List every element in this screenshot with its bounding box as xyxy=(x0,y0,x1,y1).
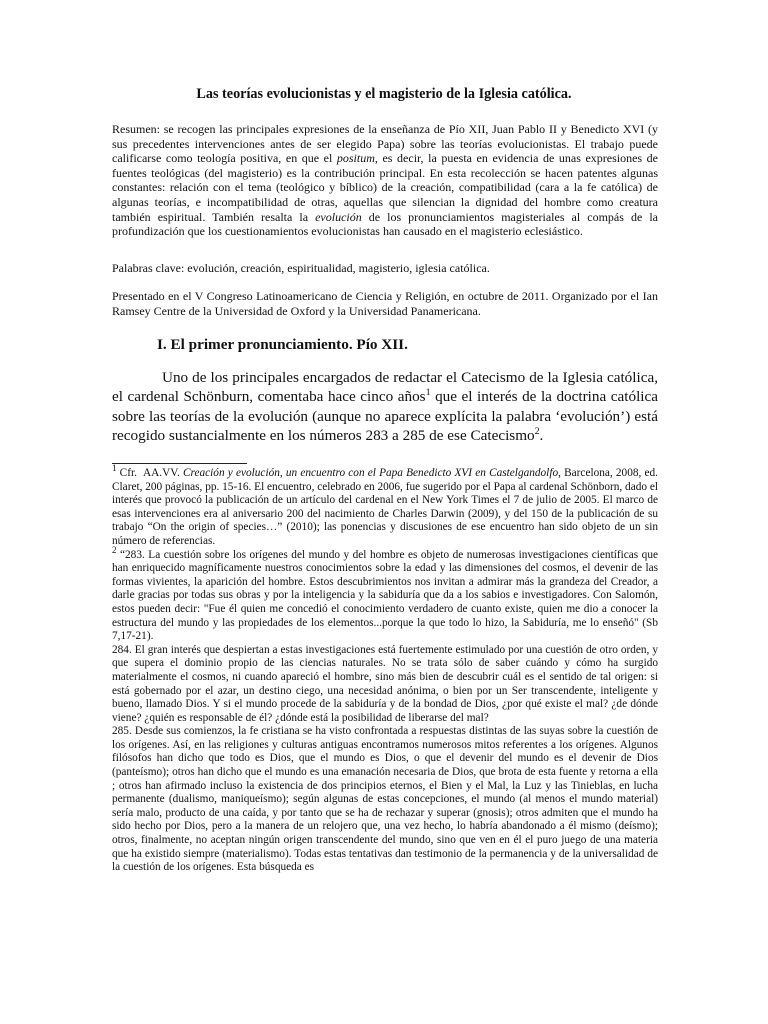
footnote-separator xyxy=(112,463,247,464)
footnotes xyxy=(112,463,658,875)
presentation-note: Presentado en el V Congreso Latinoamericano de Ciencia y Religión, en octubre de 2011. Organizado por el Ian Ramsey Centre de la Universidad de Oxford y la Universidad Panamericana. xyxy=(112,289,658,318)
footnote-1: $^1$ Cfr. AA.VV. Creación y evolución, un encuentro con el Papa Benedicto XVI en Castelgandolfo, Barcelona, 2008, ed. Claret, 200 páginas, pp. 15-16. El encuentro, celebrado en 2006, fue sugerido por el Papa al cardenal Schönborn, dado el interés que provocó la publicación de un artículo del cardenal en el New York Times el 7 de julio de 2005. El marco de esas intervenciones era al aniversario 200 del nacimiento de Charles Darwin (2009), y del 150 de la publicación de su trabajo “On the origin of species…” (2010); las ponencias y discusiones de ese encuentro han sido objeto de un sin número de referencias. xyxy=(112,463,658,547)
section-heading: I. El primer pronunciamiento. Pío XII. xyxy=(157,336,408,353)
footnote-ref-2[interactable]: 2 xyxy=(534,425,540,437)
document-title: Las teorías evolucionistas y el magisterio de la Iglesia católica. xyxy=(196,86,572,102)
footnote-2: $^2$ “283. La cuestión sobre los orígenes del mundo y del hombre es objeto de numerosas investigaciones científicas que han enriquecido magníficamente nuestros conocimientos sobre la edad y las dimensiones del cosmos, el devenir de las formas vivientes, la aparición del hombre. Estos descubrimientos nos invitan a admirar más la grandeza del Creador, a darle gracias por todas sus obras y por la inteligencia y la sabiduría que da a los sabios e investigadores. Con Salomón, estos pueden decir: "Fue él quien me concedió el conocimiento verdadero de cuanto existe, quien me dio a conocer la estructura del mundo y las propiedades de los elementos...porque la que todo lo hizo, la Sabiduría, me lo enseñó" (Sb 7,17-21). xyxy=(112,544,658,643)
section-body-paragraph: Uno de los principales encargados de redactar el Catecismo de la Iglesia católica, el cardenal Schönburn, comentaba hace cinco años$^1$ que el interés de la doctrina católica sobre las teorías de la evolución (aunque no aparece explícita la palabra ‘evolución’) está recogido sustancialmente en los números 283 a 285 de ese Catecismo$^2$. xyxy=(112,369,658,444)
keywords-line: Palabras clave: evolución, creación, espiritualidad, magisterio, iglesia católica. xyxy=(112,261,490,275)
abstract-paragraph: Resumen: se recogen las principales expresiones de la enseñanza de Pío XII, Juan Pablo II y Benedicto XVI (y sus precedentes intervenciones antes de ser elegido Papa) sobre las teorías evolucionistas. El trabajo puede calificarse como teología positiva, en que el positum, es decir, la puesta en evidencia de unas expresiones de fuentes teológicas (del magisterio) es la contribución principal. En esta recolección se hacen patentes algunas constantes: relación con el tema (teológico y bíblico) de la creación, compatibilidad (cara a la fe católica) de algunas teorías, e incompatibilidad de otras, aquellas que silencian la dignidad del hombre como creatura también espiritual. También resalta la evolución de los pronunciamientos magisteriales al compás de la profundización que los cuestionamientos evolucionistas han causado en el magisterio eclesiástico. xyxy=(112,122,658,239)
footnote-2-item-285: 285. Desde sus comienzos, la fe cristiana se ha visto confrontada a respuestas distintas de las suyas sobre la cuestión de los orígenes. Así, en las religiones y culturas antiguas encontramos numerosos mitos referentes a los orígenes. Algunos filósofos han dicho que todo es Dios, que el mundo es Dios, o que el devenir del mundo es el devenir de Dios (panteísmo); otros han dicho que el mundo es una emanación necesaria de Dios, que brota de esta fuente y retorna a ella ; otros han afirmado incluso la existencia de dos principios eternos, el Bien y el Mal, la Luz y las Tinieblas, en lucha permanente (dualismo, maniqueísmo); según algunas de estas concepciones, el mundo (al menos el mundo material) sería malo, producto de una caída, y por tanto que se ha de rechazar y superar (gnosis); otros admiten que el mundo ha sido hecho por Dios, pero a la manera de un relojero que, una vez hecho, lo habría abandonado a él mismo (deísmo); otros, finalmente, no aceptan ningún origen transcendente del mundo, sino que ven en él el puro juego de una materia que ha existido siempre (materialismo). Todas estas tentativas dan testimonio de la permanencia y de la universalidad de la cuestión de los orígenes. Esta búsqueda es xyxy=(112,725,658,874)
footnote-2-item-284: 284. El gran interés que despiertan a estas investigaciones está fuertemente estimulado por una cuestión de otro orden, y que supera el dominio propio de las ciencias naturales. No se trata sólo de saber cuándo y cómo ha surgido materialmente el cosmos, ni cuando apareció el hombre, sino más bien de descubrir cuál es el sentido de tal origen: si está gobernado por el azar, un destino ciego, una necesidad anónima, o bien por un Ser transcendente, inteligente y bueno, llamado Dios. Y si el mundo procede de la sabiduría y de la bondad de Dios, ¿por qué existe el mal? ¿de dónde viene? ¿quién es responsable de él? ¿dónde está la posibilidad de liberarse del mal? xyxy=(112,643,658,724)
footnote-ref-1[interactable]: 1 xyxy=(425,387,431,399)
